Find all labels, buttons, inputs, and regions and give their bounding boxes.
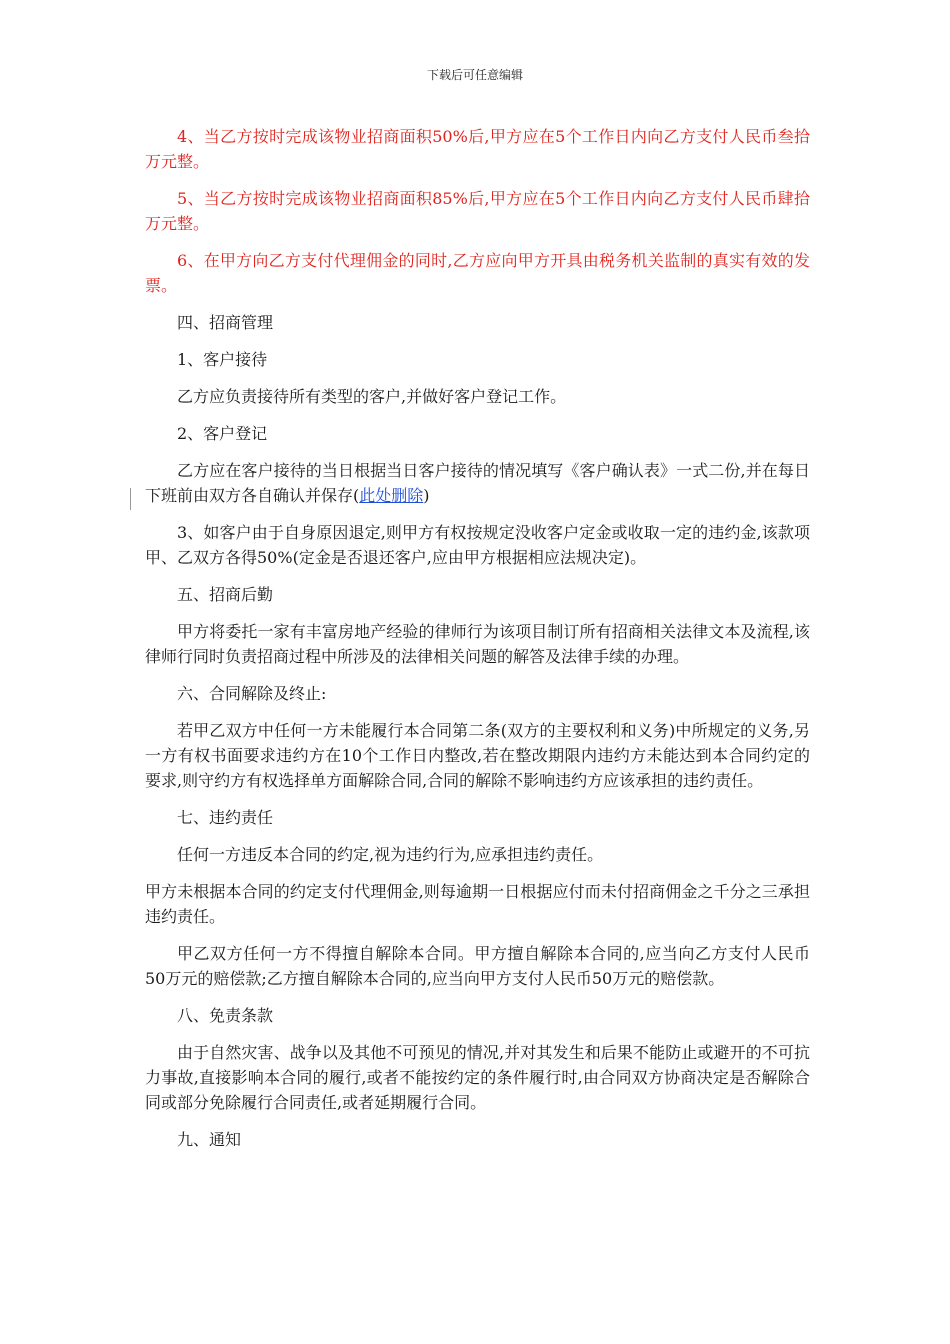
section-heading-4: 四、招商管理 (177, 313, 274, 332)
section-heading-7: 七、违约责任 (177, 808, 274, 827)
section-heading-6: 六、合同解除及终止: (177, 684, 327, 703)
clause-5-paragraph: 5、当乙方按时完成该物业招商面积85%后,甲方应在5个工作日内向乙方支付人民币肆拾万元整。 (145, 189, 810, 233)
body-paragraph: 乙方应负责接待所有类型的客户,并做好客户登记工作。 (177, 387, 567, 406)
body-paragraph: 任何一方违反本合同的约定,视为违约行为,应承担违约责任。 (177, 845, 604, 864)
closing-paren: ) (423, 486, 430, 505)
registration-paragraph (145, 458, 810, 508)
body-paragraph: 甲方将委托一家有丰富房地产经验的律师行为该项目制订所有招商相关法律文本及流程,该律师行同时负责招商过程中所涉及的法律相关问题的解答及法律手续的办理。 (145, 622, 810, 666)
section-heading-8: 八、免责条款 (177, 1006, 274, 1025)
refund-paragraph: 3、如客户由于自身原因退定,则甲方有权按规定没收客户定金或收取一定的违约金,该款项甲、乙双方各得50%(定金是否退还客户,应由甲方根据相应法规决定)。 (145, 523, 810, 567)
document-body (145, 124, 810, 1164)
registration-text: 乙方应在客户接待的当日根据当日客户接待的情况填写《客户确认表》一式二份,并在每日下班前由双方各自确认并保存( (145, 461, 810, 505)
revision-bar (130, 488, 131, 510)
body-paragraph-noindent: 甲方未根据本合同的约定支付代理佣金,则每逾期一日根据应付而未付招商佣金之千分之三承担违约责任。 (145, 882, 810, 926)
subheading-customer-registration: 2、客户登记 (177, 424, 268, 443)
clause-4-paragraph: 4、当乙方按时完成该物业招商面积50%后,甲方应在5个工作日内向乙方支付人民币叁拾万元整。 (145, 127, 810, 171)
page-header: 下载后可任意编辑 (426, 68, 523, 82)
section-heading-9: 九、通知 (177, 1130, 242, 1149)
delete-here-link[interactable]: 此处删除 (359, 486, 424, 505)
body-paragraph: 由于自然灾害、战争以及其他不可预见的情况,并对其发生和后果不能防止或避开的不可抗力事故,直接影响本合同的履行,或者不能按约定的条件履行时,由合同双方协商决定是否解除合同或部分免除履行合同责任,或者延期履行合同。 (145, 1043, 810, 1112)
subheading-customer-reception: 1、客户接待 (177, 350, 268, 369)
section-heading-5: 五、招商后勤 (177, 585, 274, 604)
body-paragraph: 若甲乙双方中任何一方未能履行本合同第二条(双方的主要权利和义务)中所规定的义务,另一方有权书面要求违约方在10个工作日内整改,若在整改期限内违约方未能达到本合同约定的要求,则守约方有权选择单方面解除合同,合同的解除不影响违约方应该承担的违约责任。 (145, 721, 810, 790)
clause-6-paragraph: 6、在甲方向乙方支付代理佣金的同时,乙方应向甲方开具由税务机关监制的真实有效的发票。 (145, 251, 810, 295)
body-paragraph: 甲乙双方任何一方不得擅自解除本合同。甲方擅自解除本合同的,应当向乙方支付人民币50万元的赔偿款;乙方擅自解除本合同的,应当向甲方支付人民币50万元的赔偿款。 (145, 944, 810, 988)
